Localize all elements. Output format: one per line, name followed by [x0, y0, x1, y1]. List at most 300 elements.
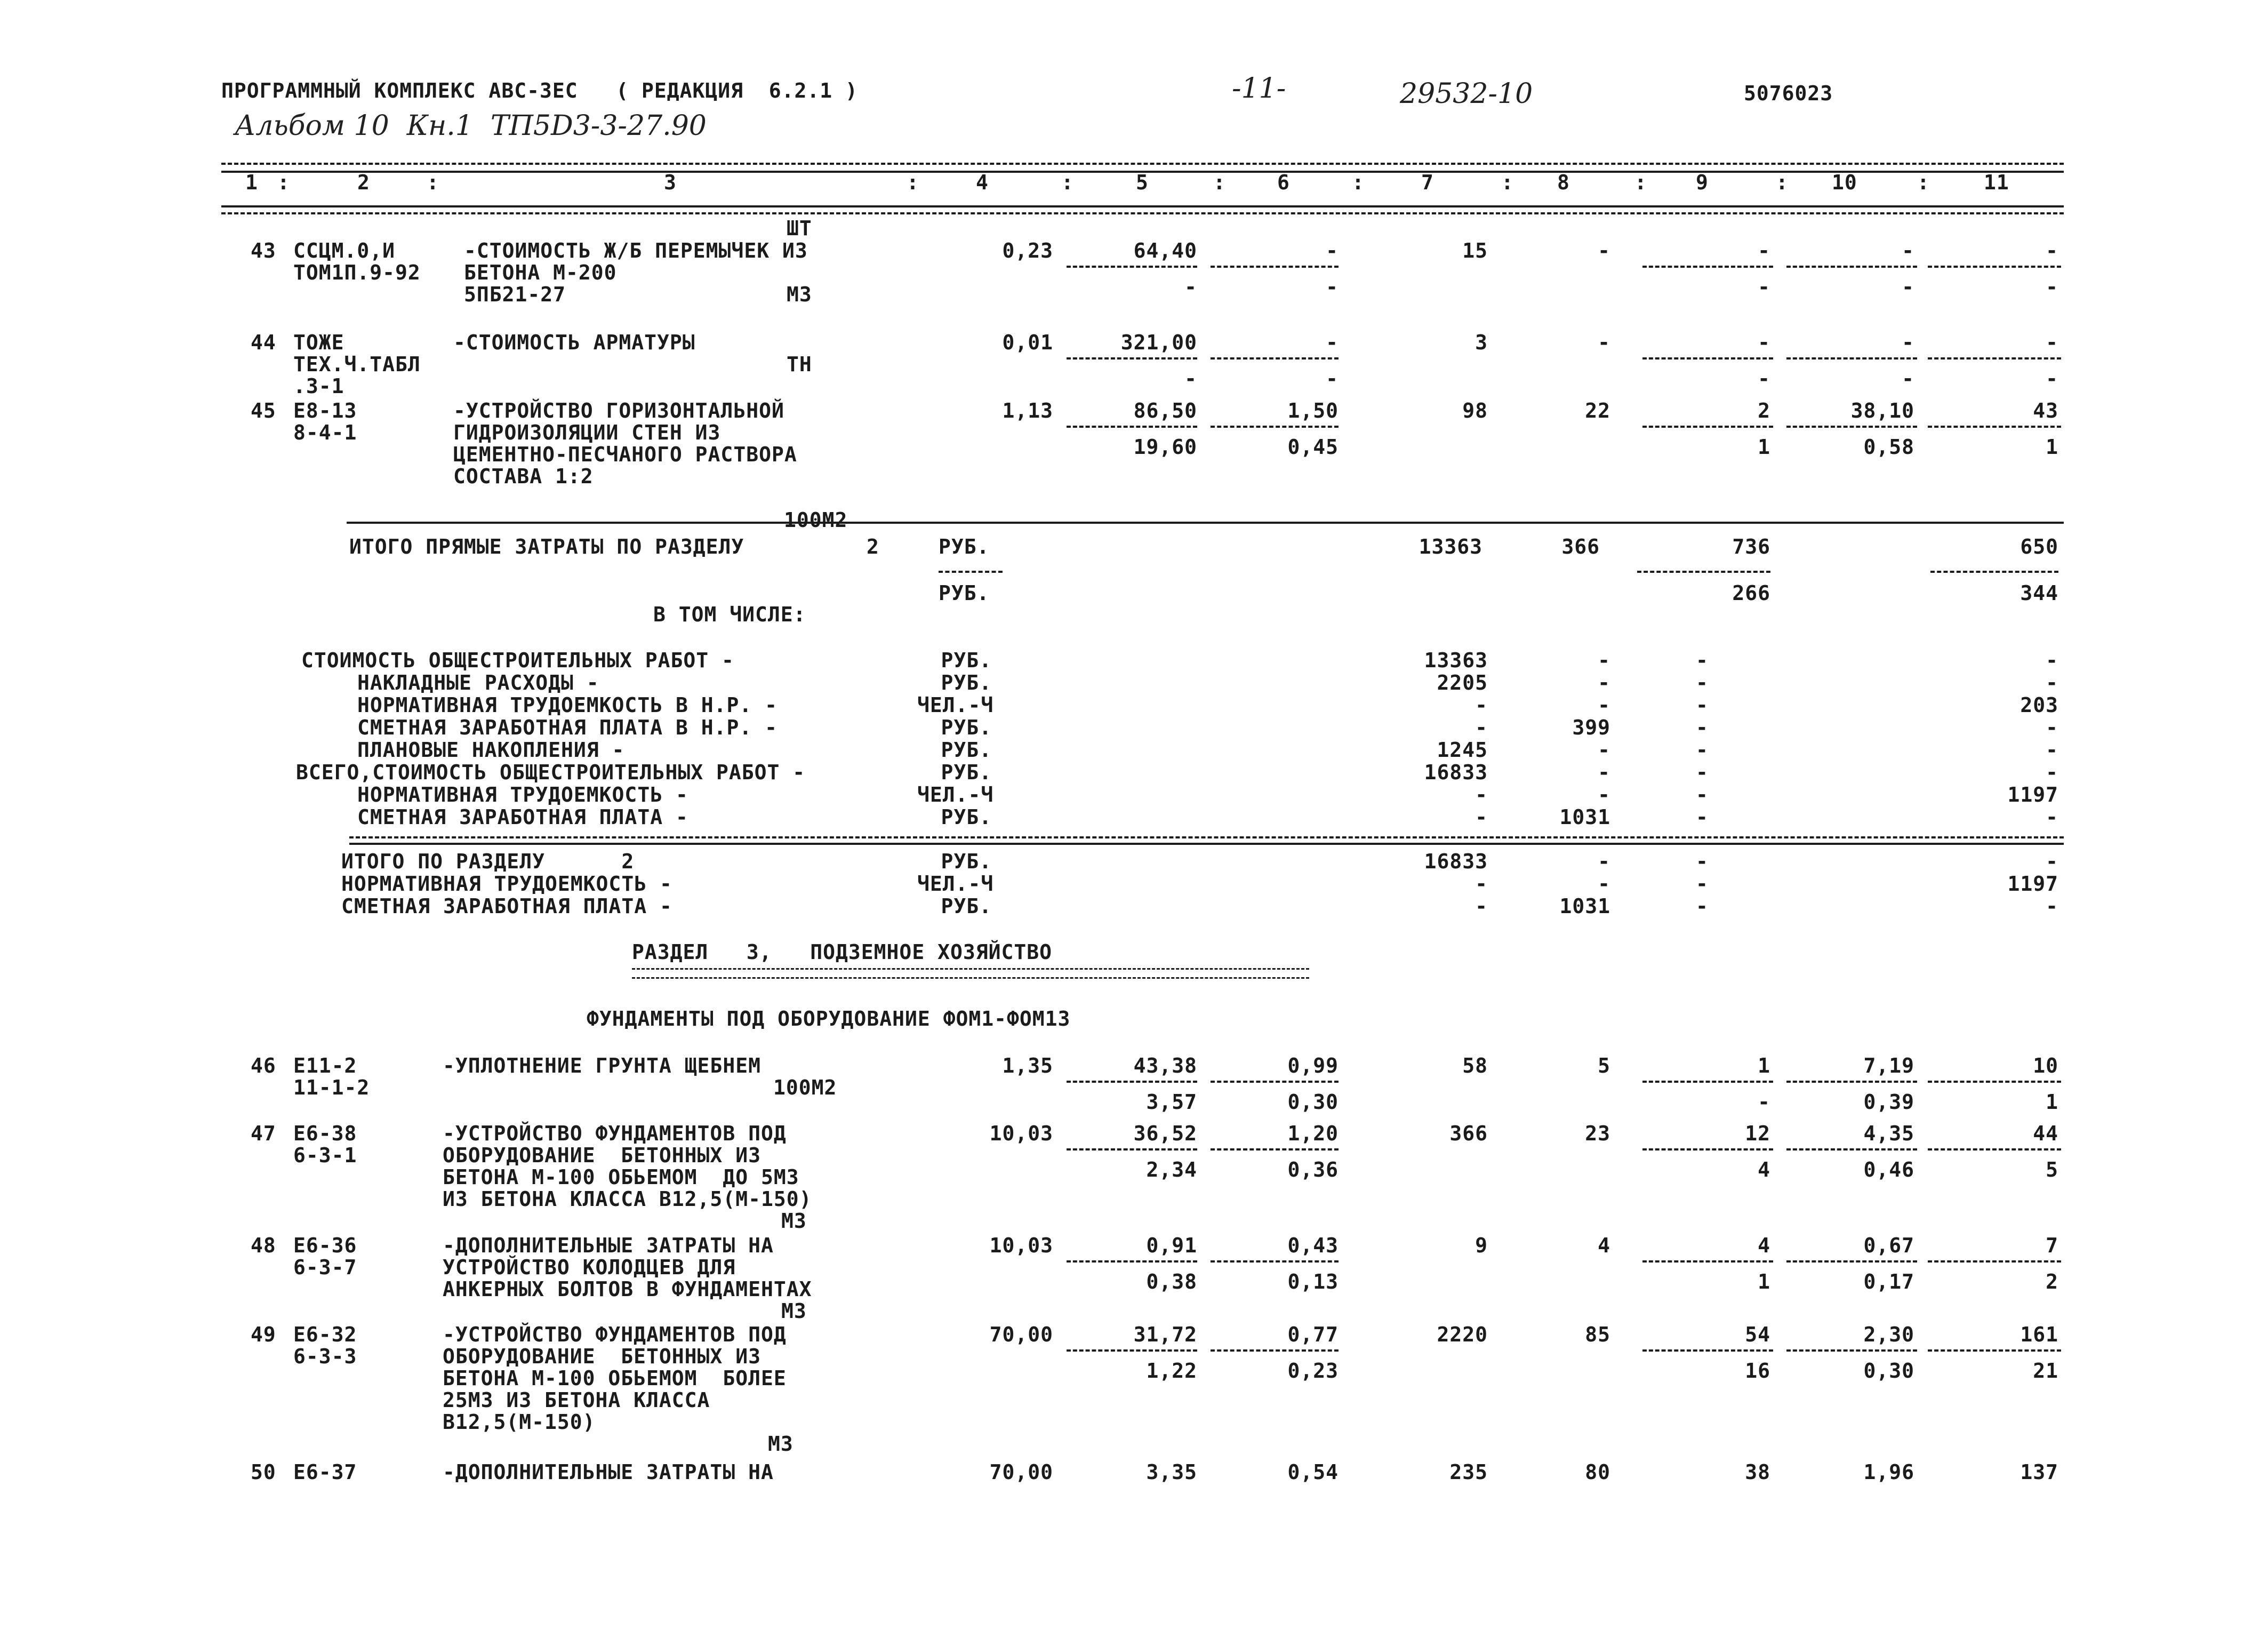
item-name: ЦЕМЕНТНО-ПЕСЧАНОГО РАСТВОРА — [453, 443, 797, 466]
breakdown-rule-solid — [349, 843, 2064, 845]
item-code: Е6-32 — [293, 1323, 357, 1346]
column-number: 10 — [1832, 171, 1857, 194]
breakdown-label: ПЛАНОВЫЕ НАКОПЛЕНИЯ - — [357, 738, 625, 762]
fraction-line-c5 — [1067, 1081, 1197, 1083]
item-number: 44 — [251, 331, 276, 354]
breakdown-c9: - — [1696, 671, 1709, 694]
header-top-rule — [221, 163, 2064, 165]
breakdown-c8: - — [1598, 738, 1610, 762]
breakdown-c7: - — [1475, 783, 1488, 806]
fraction-line-c6 — [1211, 1148, 1339, 1150]
value-c6b: 0,23 — [1287, 1359, 1339, 1383]
column-separator: : — [1917, 171, 1930, 194]
breakdown-c9: - — [1696, 738, 1709, 762]
value-c6b: - — [1326, 275, 1339, 299]
value-c9b: 1 — [1758, 435, 1770, 459]
item-code: ТОМ1П.9-92 — [293, 261, 421, 284]
value-c11: 43 — [2033, 399, 2058, 422]
value-qty: 10,03 — [989, 1122, 1053, 1145]
fraction-line-c10 — [1786, 1260, 1917, 1263]
value-c5: 0,91 — [1146, 1234, 1197, 1257]
item-code: Е11-2 — [293, 1054, 357, 1077]
item-name: -СТОИМОСТЬ АРМАТУРЫ — [453, 331, 695, 354]
fraction-line-c9 — [1642, 357, 1773, 359]
breakdown-c9: - — [1696, 761, 1709, 784]
final-c8: - — [1598, 872, 1610, 896]
fraction-line-c10 — [1786, 1148, 1917, 1150]
fraction-line-c11 — [1928, 1260, 2061, 1263]
value-c10: - — [1902, 239, 1914, 262]
fraction-line-c9 — [1642, 1349, 1773, 1352]
column-number: 1 — [245, 171, 258, 194]
item-number: 48 — [251, 1234, 276, 1257]
value-c9: 38 — [1745, 1460, 1770, 1484]
totals-rule — [347, 522, 2064, 524]
value-c6: 1,50 — [1287, 399, 1339, 422]
breakdown-unit: РУБ. — [941, 649, 992, 672]
value-qty: 10,03 — [989, 1234, 1053, 1257]
direct-cost-unit: РУБ. — [939, 535, 990, 558]
fraction-line-c11 — [1928, 266, 2061, 268]
value-qty: 0,01 — [1002, 331, 1053, 354]
breakdown-label: СМЕТНАЯ ЗАРАБОТНАЯ ПЛАТА В Н.Р. - — [357, 716, 778, 739]
value-c6: 0,43 — [1287, 1234, 1339, 1257]
value-c9b: - — [1758, 275, 1770, 299]
item-name: ИЗ БЕТОНА КЛАССА В12,5(М-150) — [443, 1187, 812, 1211]
breakdown-c7: - — [1475, 693, 1488, 717]
section3-title: РАЗДЕЛ 3, ПОДЗЕМНОЕ ХОЗЯЙСТВО — [632, 940, 1052, 964]
item-code: Е6-37 — [293, 1460, 357, 1484]
value-c11: - — [2046, 239, 2058, 262]
value-c10b: 0,17 — [1863, 1270, 1914, 1293]
value-c11b: 21 — [2033, 1359, 2058, 1383]
header-bottom-rule — [221, 205, 2064, 207]
item-number: 49 — [251, 1323, 276, 1346]
breakdown-c8: - — [1598, 649, 1610, 672]
fraction-line-c11 — [1928, 357, 2061, 359]
item-unit: 100М2 — [784, 508, 848, 532]
value-c6b: 0,13 — [1287, 1270, 1339, 1293]
value-qty: 1,13 — [1002, 399, 1053, 422]
column-number: 6 — [1277, 171, 1290, 194]
column-separator: : — [1213, 171, 1226, 194]
item-unit: ТН — [787, 353, 812, 376]
value-c5b: 2,34 — [1146, 1158, 1197, 1181]
value-c11b: 5 — [2046, 1158, 2058, 1181]
value-c5b: - — [1184, 275, 1197, 299]
including-label: В ТОМ ЧИСЛЕ: — [653, 603, 806, 626]
fraction-line-c11 — [1928, 426, 2061, 428]
value-c7: 235 — [1449, 1460, 1488, 1484]
fraction-line-c10 — [1786, 1081, 1917, 1083]
direct-cost-c11: 650 — [2020, 535, 2058, 558]
value-c5b: 3,57 — [1146, 1090, 1197, 1114]
value-c9: - — [1758, 239, 1770, 262]
value-c10: 1,96 — [1863, 1460, 1914, 1484]
final-c9: - — [1696, 894, 1709, 918]
item-code: 6-3-1 — [293, 1144, 357, 1167]
column-number: 9 — [1696, 171, 1709, 194]
header-bottom-rule-dashed — [221, 212, 2064, 214]
value-c9b: 1 — [1758, 1270, 1770, 1293]
item-unit: М3 — [787, 283, 812, 306]
section3-title-underline — [632, 968, 1309, 979]
item-name: ОБОРУДОВАНИЕ БЕТОННЫХ ИЗ — [443, 1345, 761, 1368]
fraction-line-c6 — [1211, 1260, 1339, 1263]
item-unit: М3 — [781, 1209, 807, 1233]
fraction-line-c10 — [1786, 266, 1917, 268]
final-c8: 1031 — [1559, 894, 1610, 918]
final-label: НОРМАТИВНАЯ ТРУДОЕМКОСТЬ - — [341, 872, 672, 896]
final-c7: - — [1475, 894, 1488, 918]
value-c6: 1,20 — [1287, 1122, 1339, 1145]
value-c11b: - — [2046, 275, 2058, 299]
item-code: ТОЖЕ — [293, 331, 344, 354]
item-number: 43 — [251, 239, 276, 262]
breakdown-unit: РУБ. — [941, 738, 992, 762]
value-qty: 0,23 — [1002, 239, 1053, 262]
column-number: 8 — [1557, 171, 1570, 194]
value-c10: 0,67 — [1863, 1234, 1914, 1257]
breakdown-c11: 1197 — [2007, 783, 2058, 806]
item-code: Е6-38 — [293, 1122, 357, 1145]
column-separator: : — [277, 171, 290, 194]
value-c9: - — [1758, 331, 1770, 354]
item-name: -УСТРОЙСТВО ГОРИЗОНТАЛЬНОЙ — [453, 399, 784, 422]
column-separator: : — [427, 171, 439, 194]
breakdown-unit: ЧЕЛ.-Ч — [917, 783, 994, 806]
section3-subtitle: ФУНДАМЕНТЫ ПОД ОБОРУДОВАНИЕ ФОМ1-ФОМ13 — [587, 1007, 1071, 1030]
fraction-line-c5 — [1067, 266, 1197, 268]
breakdown-c11: - — [2046, 761, 2058, 784]
breakdown-c9: - — [1696, 783, 1709, 806]
item-name: -УСТРОЙСТВО ФУНДАМЕНТОВ ПОД — [443, 1323, 787, 1346]
direct-cost-c9: 736 — [1732, 535, 1770, 558]
value-c11: - — [2046, 331, 2058, 354]
breakdown-c8: - — [1598, 671, 1610, 694]
item-code: Е8-13 — [293, 399, 357, 422]
value-c5b: 19,60 — [1133, 435, 1197, 459]
document-code: 5076023 — [1744, 82, 1833, 105]
item-name: СОСТАВА 1:2 — [453, 465, 594, 488]
fraction-line-c10 — [1786, 1349, 1917, 1352]
fraction-line-c5 — [1067, 426, 1197, 428]
fraction-line-c11 — [1928, 1349, 2061, 1352]
breakdown-c8: 399 — [1572, 716, 1610, 739]
breakdown-c11: 203 — [2020, 693, 2058, 717]
value-c8: 4 — [1598, 1234, 1610, 1257]
value-c10b: - — [1902, 275, 1914, 299]
value-c7: 98 — [1462, 399, 1488, 422]
column-number: 2 — [357, 171, 370, 194]
column-separator: : — [1352, 171, 1365, 194]
page-number: -11- — [1232, 73, 1286, 105]
value-c9: 54 — [1745, 1323, 1770, 1346]
value-c5b: 0,38 — [1146, 1270, 1197, 1293]
direct-cost-c11-bottom: 344 — [2020, 581, 2058, 605]
value-c11b: - — [2046, 367, 2058, 390]
value-c10: 7,19 — [1863, 1054, 1914, 1077]
breakdown-c7: 1245 — [1437, 738, 1488, 762]
value-c6b: 0,30 — [1287, 1090, 1339, 1114]
fraction-line-c9 — [1642, 426, 1773, 428]
value-c9: 12 — [1745, 1122, 1770, 1145]
column-number: 11 — [1984, 171, 2009, 194]
breakdown-c7: - — [1475, 805, 1488, 829]
value-c10b: - — [1902, 367, 1914, 390]
item-name: БЕТОНА М-100 ОБЬЕМОМ БОЛЕЕ — [443, 1367, 787, 1390]
breakdown-label: НАКЛАДНЫЕ РАСХОДЫ - — [357, 671, 599, 694]
value-c6: 0,77 — [1287, 1323, 1339, 1346]
value-c6b: - — [1326, 367, 1339, 390]
item-code: 6-3-3 — [293, 1345, 357, 1368]
fraction-line-c9 — [1642, 1148, 1773, 1150]
value-c7: 9 — [1475, 1234, 1488, 1257]
item-name: 25М3 ИЗ БЕТОНА КЛАССА — [443, 1388, 710, 1412]
value-c10: 2,30 — [1863, 1323, 1914, 1346]
item-name: 5ПБ21-27 — [464, 283, 566, 306]
value-c6b: 0,45 — [1287, 435, 1339, 459]
value-c5: 64,40 — [1133, 239, 1197, 262]
item-name: -УПЛОТНЕНИЕ ГРУНТА ЩЕБНЕМ — [443, 1054, 761, 1077]
value-c11: 137 — [2020, 1460, 2058, 1484]
direct-cost-c8: 366 — [1561, 535, 1600, 558]
item-code: .3-1 — [293, 374, 344, 398]
value-c9b: 4 — [1758, 1158, 1770, 1181]
direct-cost-section: 2 — [867, 535, 879, 558]
value-c6: 0,99 — [1287, 1054, 1339, 1077]
value-c10: - — [1902, 331, 1914, 354]
breakdown-c11: - — [2046, 649, 2058, 672]
breakdown-c9: - — [1696, 805, 1709, 829]
final-label: СМЕТНАЯ ЗАРАБОТНАЯ ПЛАТА - — [341, 894, 672, 918]
value-c5b: 1,22 — [1146, 1359, 1197, 1383]
fraction-line-c10 — [1786, 426, 1917, 428]
item-name: -ДОПОЛНИТЕЛЬНЫЕ ЗАТРАТЫ НА — [443, 1234, 774, 1257]
item-name: АНКЕРНЫХ БОЛТОВ В ФУНДАМЕНТАХ — [443, 1277, 812, 1301]
item-name: БЕТОНА М-100 ОБЬЕМОМ ДО 5М3 — [443, 1165, 799, 1189]
value-c10b: 0,58 — [1863, 435, 1914, 459]
column-number: 4 — [976, 171, 989, 194]
value-c8: 80 — [1585, 1460, 1610, 1484]
final-c9: - — [1696, 850, 1709, 873]
value-c6: 0,54 — [1287, 1460, 1339, 1484]
fraction-line-c11 — [1928, 1148, 2061, 1150]
value-c10b: 0,39 — [1863, 1090, 1914, 1114]
item-name: БЕТОНА М-200 — [464, 261, 617, 284]
breakdown-rule-dashed — [349, 836, 2064, 838]
fraction-line-c11 — [1928, 1081, 2061, 1083]
breakdown-unit: РУБ. — [941, 716, 992, 739]
fraction-line-c9 — [1642, 1081, 1773, 1083]
breakdown-unit: ЧЕЛ.-Ч — [917, 693, 994, 717]
final-unit: РУБ. — [941, 850, 992, 873]
item-unit: 100М2 — [773, 1076, 837, 1099]
fraction-line-c9 — [1642, 1260, 1773, 1263]
value-c9b: - — [1758, 1090, 1770, 1114]
fraction-line-c5 — [1067, 1148, 1197, 1150]
fraction-line-c5 — [1067, 357, 1197, 359]
final-c11: - — [2046, 894, 2058, 918]
direct-cost-c9-bottom: 266 — [1732, 581, 1770, 605]
item-code: 8-4-1 — [293, 421, 357, 444]
value-c5b: - — [1184, 367, 1197, 390]
final-c7: 16833 — [1424, 850, 1488, 873]
item-code: ССЦМ.0,И — [293, 239, 396, 262]
final-c9: - — [1696, 872, 1709, 896]
breakdown-c7: 13363 — [1424, 649, 1488, 672]
column-separator: : — [1061, 171, 1074, 194]
item-number: 46 — [251, 1054, 276, 1077]
final-label: ИТОГО ПО РАЗДЕЛУ 2 — [341, 850, 635, 873]
value-c10: 38,10 — [1850, 399, 1914, 422]
fraction-line-c10 — [1786, 357, 1917, 359]
value-qty: 70,00 — [989, 1323, 1053, 1346]
value-c6: - — [1326, 239, 1339, 262]
direct-c11-fraction-line — [1930, 571, 2058, 573]
item-unit: М3 — [768, 1432, 794, 1456]
final-unit: ЧЕЛ.-Ч — [917, 872, 994, 896]
value-c8: - — [1598, 331, 1610, 354]
value-c7: 366 — [1449, 1122, 1488, 1145]
breakdown-c9: - — [1696, 649, 1709, 672]
breakdown-c8: 1031 — [1559, 805, 1610, 829]
value-c8: 85 — [1585, 1323, 1610, 1346]
column-separator: : — [1776, 171, 1789, 194]
breakdown-c11: - — [2046, 738, 2058, 762]
breakdown-c8: - — [1598, 783, 1610, 806]
breakdown-label: НОРМАТИВНАЯ ТРУДОЕМКОСТЬ - — [357, 783, 688, 806]
breakdown-c11: - — [2046, 805, 2058, 829]
final-c11: 1197 — [2007, 872, 2058, 896]
value-c11b: 1 — [2046, 435, 2058, 459]
value-qty: 70,00 — [989, 1460, 1053, 1484]
fraction-line-c6 — [1211, 266, 1339, 268]
final-c7: - — [1475, 872, 1488, 896]
document-number: 29532-10 — [1400, 78, 1533, 110]
value-c6b: 0,36 — [1287, 1158, 1339, 1181]
item-number: 47 — [251, 1122, 276, 1145]
direct-cost-unit-2: РУБ. — [939, 581, 990, 605]
breakdown-c7: - — [1475, 716, 1488, 739]
final-c11: - — [2046, 850, 2058, 873]
fraction-line-c6 — [1211, 357, 1339, 359]
breakdown-c8: - — [1598, 693, 1610, 717]
column-separator: : — [1501, 171, 1514, 194]
program-title: ПРОГРАММНЫЙ КОМПЛЕКС АВС-3ЕС ( РЕДАКЦИЯ 6.2.1 ) — [221, 79, 858, 102]
breakdown-c8: - — [1598, 761, 1610, 784]
fraction-line-c9 — [1642, 266, 1773, 268]
item-code: 6-3-7 — [293, 1256, 357, 1279]
value-c5: 86,50 — [1133, 399, 1197, 422]
value-c9b: - — [1758, 367, 1770, 390]
final-unit: РУБ. — [941, 894, 992, 918]
value-c11: 7 — [2046, 1234, 2058, 1257]
item-name: ГИДРОИЗОЛЯЦИИ СТЕН ИЗ — [453, 421, 721, 444]
column-number: 5 — [1136, 171, 1149, 194]
column-number: 7 — [1421, 171, 1434, 194]
item-code: 11-1-2 — [293, 1076, 370, 1099]
value-c5: 31,72 — [1133, 1323, 1197, 1346]
value-c8: 5 — [1598, 1054, 1610, 1077]
album-reference: Альбом 10 Кн.1 ТП5D3-3-27.90 — [235, 110, 707, 142]
item-name: -ДОПОЛНИТЕЛЬНЫЕ ЗАТРАТЫ НА — [443, 1460, 774, 1484]
direct-cost-c7: 13363 — [1418, 535, 1482, 558]
item-name: УСТРОЙСТВО КОЛОДЦЕВ ДЛЯ — [443, 1256, 736, 1279]
value-c5: 321,00 — [1120, 331, 1197, 354]
direct-c9-fraction-line — [1637, 571, 1770, 573]
direct-cost-label: ИТОГО ПРЯМЫЕ ЗАТРАТЫ ПО РАЗДЕЛУ — [349, 535, 744, 558]
fraction-line-c5 — [1067, 1260, 1197, 1263]
item-code: ТЕХ.Ч.ТАБЛ — [293, 353, 421, 376]
value-c7: 2220 — [1437, 1323, 1488, 1346]
value-c10: 4,35 — [1863, 1122, 1914, 1145]
value-c9b: 16 — [1745, 1359, 1770, 1383]
value-c10b: 0,30 — [1863, 1359, 1914, 1383]
value-c9: 2 — [1758, 399, 1770, 422]
breakdown-unit: РУБ. — [941, 805, 992, 829]
column-number: 3 — [664, 171, 677, 194]
value-c10b: 0,46 — [1863, 1158, 1914, 1181]
breakdown-c9: - — [1696, 716, 1709, 739]
final-c8: - — [1598, 850, 1610, 873]
breakdown-c7: 16833 — [1424, 761, 1488, 784]
fraction-line-c6 — [1211, 1349, 1339, 1352]
item-name: -СТОИМОСТЬ Ж/Б ПЕРЕМЫЧЕК ИЗ — [464, 239, 808, 262]
item-name: ОБОРУДОВАНИЕ БЕТОННЫХ ИЗ — [443, 1144, 761, 1167]
fraction-line-c5 — [1067, 1349, 1197, 1352]
value-c11: 10 — [2033, 1054, 2058, 1077]
breakdown-label: НОРМАТИВНАЯ ТРУДОЕМКОСТЬ В Н.Р. - — [357, 693, 778, 717]
item-number: 50 — [251, 1460, 276, 1484]
breakdown-c7: 2205 — [1437, 671, 1488, 694]
breakdown-label: СТОИМОСТЬ ОБЩЕСТРОИТЕЛЬНЫХ РАБОТ - — [301, 649, 734, 672]
breakdown-unit: РУБ. — [941, 671, 992, 694]
value-c5: 36,52 — [1133, 1122, 1197, 1145]
value-c11: 161 — [2020, 1323, 2058, 1346]
value-qty: 1,35 — [1002, 1054, 1053, 1077]
fraction-line-c6 — [1211, 426, 1339, 428]
item-name: В12,5(М-150) — [443, 1410, 596, 1434]
value-c7: 3 — [1475, 331, 1488, 354]
value-c8: - — [1598, 239, 1610, 262]
direct-unit-fraction-line — [939, 571, 1003, 573]
value-c9: 4 — [1758, 1234, 1770, 1257]
breakdown-unit: РУБ. — [941, 761, 992, 784]
value-c5: 43,38 — [1133, 1054, 1197, 1077]
breakdown-label: СМЕТНАЯ ЗАРАБОТНАЯ ПЛАТА - — [357, 805, 688, 829]
value-c8: 22 — [1585, 399, 1610, 422]
item-number: 45 — [251, 399, 276, 422]
item-name: -УСТРОЙСТВО ФУНДАМЕНТОВ ПОД — [443, 1122, 787, 1145]
breakdown-c11: - — [2046, 716, 2058, 739]
value-c5: 3,35 — [1146, 1460, 1197, 1484]
column-separator: : — [1634, 171, 1647, 194]
column-separator: : — [907, 171, 919, 194]
item-unit: М3 — [781, 1299, 807, 1323]
breakdown-c9: - — [1696, 693, 1709, 717]
value-c11: 44 — [2033, 1122, 2058, 1145]
value-c11b: 2 — [2046, 1270, 2058, 1293]
value-c8: 23 — [1585, 1122, 1610, 1145]
value-c6: - — [1326, 331, 1339, 354]
value-c9: 1 — [1758, 1054, 1770, 1077]
fraction-line-c6 — [1211, 1081, 1339, 1083]
item-unit: ШТ — [787, 217, 812, 240]
breakdown-label: ВСЕГО,СТОИМОСТЬ ОБЩЕСТРОИТЕЛЬНЫХ РАБОТ - — [296, 761, 806, 784]
value-c11b: 1 — [2046, 1090, 2058, 1114]
item-code: Е6-36 — [293, 1234, 357, 1257]
